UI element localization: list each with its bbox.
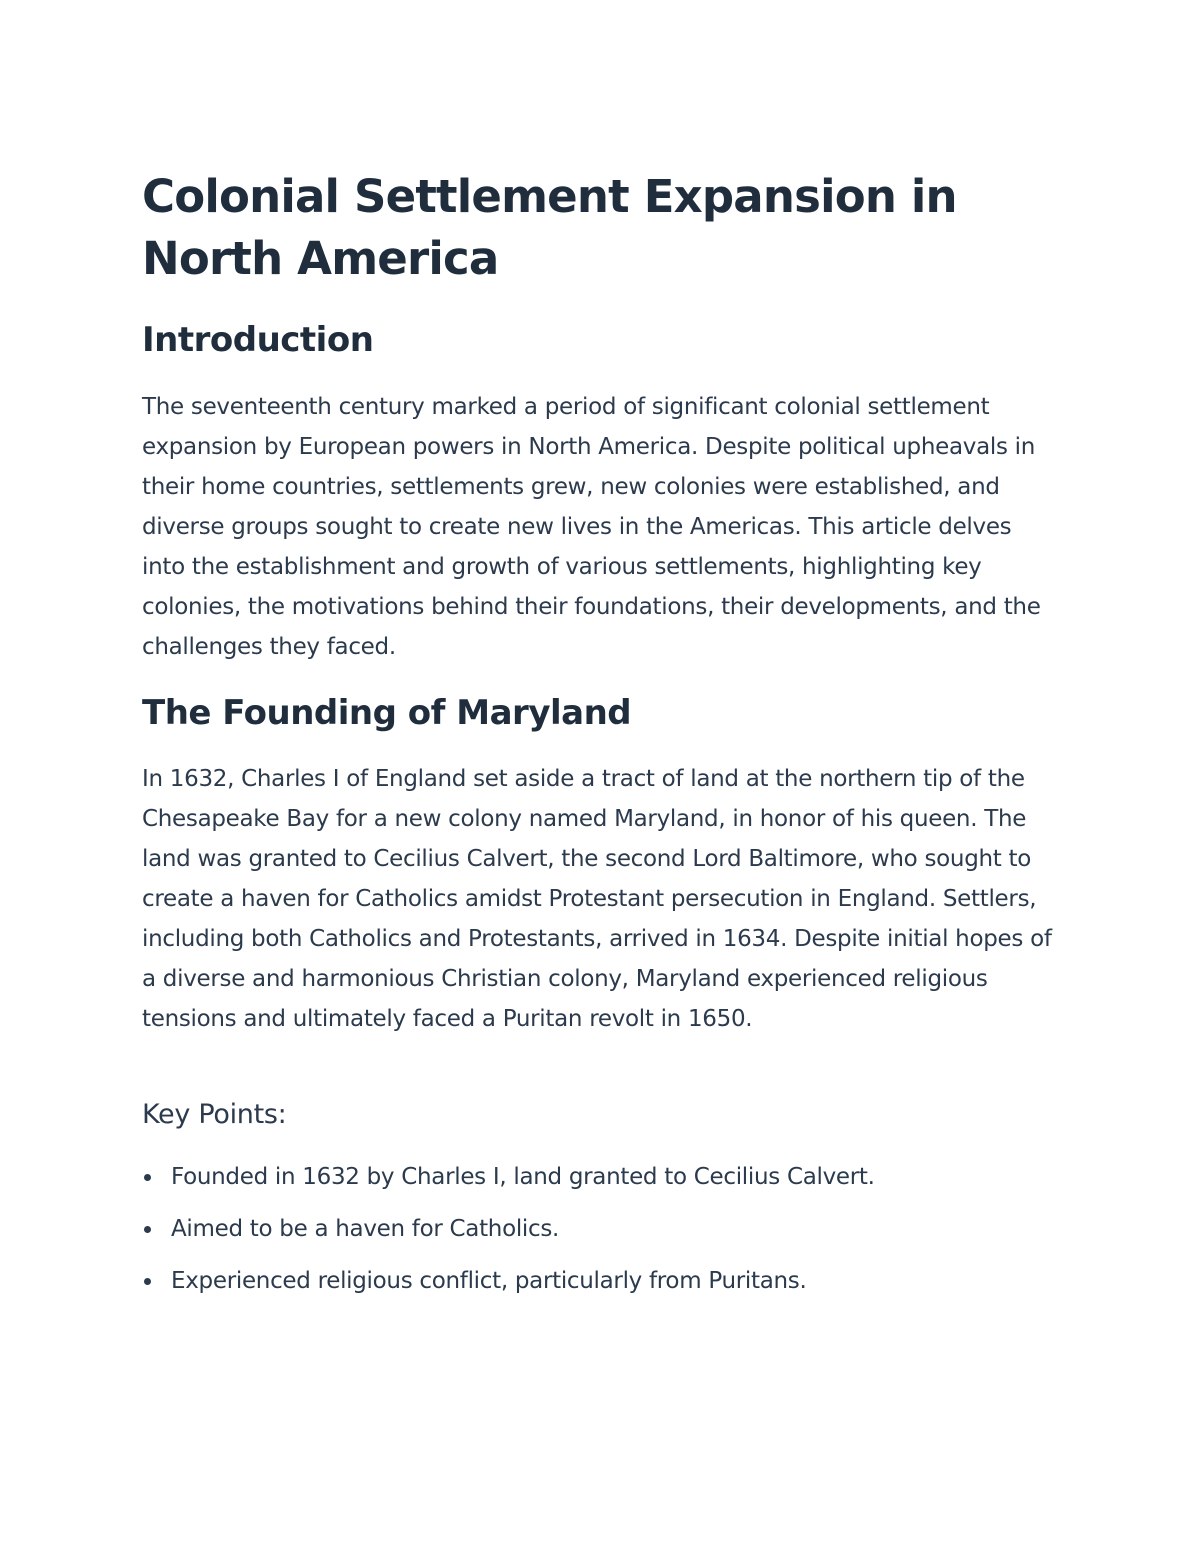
list-item-text: Experienced religious conflict, particularly from Puritans. — [171, 1268, 807, 1294]
page-title: Colonial Settlement Expansion in North America — [142, 170, 957, 285]
introduction-paragraph: The seventeenth century marked a period of significant colonial settlement expansion by European powers in North America. Despite political upheavals in their home countries, settlements grew, new colonies were established, and diverse groups sought to create new lives in the Americas. This article delves into the establishment and growth of various settlements, highlighting key colonies, the motivations behind their foundations, their developments, and the challenges they faced. — [142, 394, 1041, 660]
list-item — [142, 1261, 1058, 1313]
list-item-text: Founded in 1632 by Charles I, land granted to Cecilius Calvert. — [171, 1164, 875, 1190]
key-points-heading: Key Points: — [142, 1099, 287, 1130]
bullet-icon — [144, 1226, 151, 1233]
bullet-icon — [144, 1174, 151, 1181]
list-item-text: Aimed to be a haven for Catholics. — [171, 1216, 560, 1242]
list-item — [142, 1209, 1058, 1261]
maryland-paragraph: In 1632, Charles I of England set aside a tract of land at the northern tip of the Chesapeake Bay for a new colony named Maryland, in honor of his queen. The land was granted to Cecilius Calvert, the second Lord Baltimore, who sought to create a haven for Catholics amidst Protestant persecution in England. Settlers, including both Catholics and Protestants, arrived in 1634. Despite initial hopes of a diverse and harmonious Christian colony, Maryland experienced religious tensions and ultimately faced a Puritan revolt in 1650. — [142, 766, 1052, 1032]
key-points-list — [142, 1157, 1058, 1313]
section-heading-introduction: Introduction — [142, 320, 374, 360]
list-item — [142, 1157, 1058, 1209]
section-heading-founding-of-maryland: The Founding of Maryland — [142, 693, 632, 733]
bullet-icon — [144, 1278, 151, 1285]
